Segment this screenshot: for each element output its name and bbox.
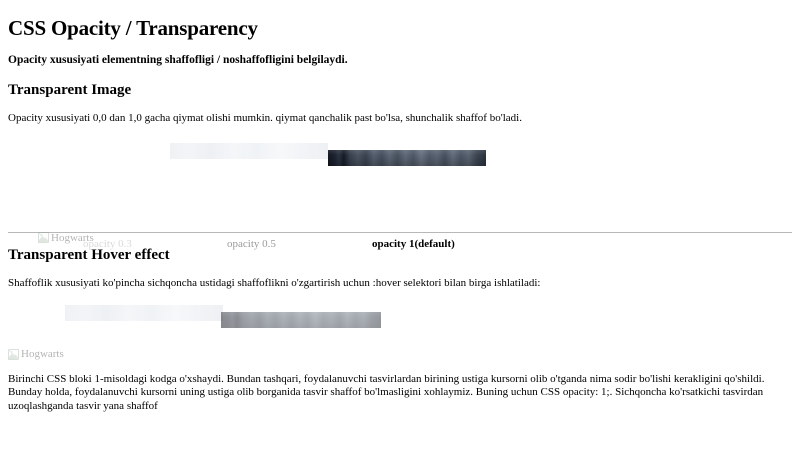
image-hover-opacity-05[interactable] (65, 305, 223, 321)
image-row-opacity-demo (8, 138, 792, 250)
page-lead-text: Opacity xususiyati elementning shaffofligi / noshaffofligini belgilaydi. (8, 54, 348, 67)
image-hogwarts-alt: Hogwarts (21, 348, 64, 361)
broken-image-icon (8, 349, 19, 360)
image-hover-opacity-1[interactable] (221, 312, 381, 328)
image-row-hover-demo (8, 303, 792, 345)
section-divider (8, 232, 792, 233)
image-opacity-1[interactable] (328, 150, 486, 166)
section-heading-transparent-image: Transparent Image (8, 81, 132, 98)
broken-image-icon (38, 232, 49, 243)
page-title: CSS Opacity / Transparency (8, 16, 258, 40)
caption-opacity-1: opacity 1(default) (372, 237, 455, 250)
section-heading-hover-effect: Transparent Hover effect (8, 246, 170, 263)
image-hogwarts-broken[interactable] (8, 348, 64, 360)
image-opacity-05[interactable] (170, 143, 328, 159)
caption-opacity-05: opacity 0.5 (227, 237, 276, 250)
section-tail-paragraph: Birinchi CSS bloki 1-misoldagi kodga o'xshaydi. Bundan tashqari, foydalanuvchi tasvirlardan birining ustiga kursorni olib o'tganda nima sodir bo'lishi kerakligini qo'shildi. Bunday holda, foydalanuvchi kursorni uning ustiga olib borganida tasvir shaffof bo'lmasligini xohlaymiz. Buning uchun CSS opacity: 1;. Sichqoncha ko'rsatkichi tasvirdan uzoqlashganda tasvir yana shaffof (8, 372, 765, 412)
broken-image-hogwarts-block (8, 345, 792, 359)
section-description-transparent-image: Opacity xususiyati 0,0 dan 1,0 gacha qiymat olishi mumkin. qiymat qanchalik past bo'lsa, shunchalik shaffof bo'ladi. (8, 112, 522, 125)
caption-opacity-03: opacity 0.3 (83, 237, 132, 250)
image-opacity-03-alt: Hogwarts (51, 231, 94, 244)
section-description-hover-effect: Shaffoflik xususiyati ko'pincha sichqoncha ustidagi shaffoflikni o'zgartirish uchun :hover selektori bilan birga ishlatiladi: (8, 277, 541, 290)
